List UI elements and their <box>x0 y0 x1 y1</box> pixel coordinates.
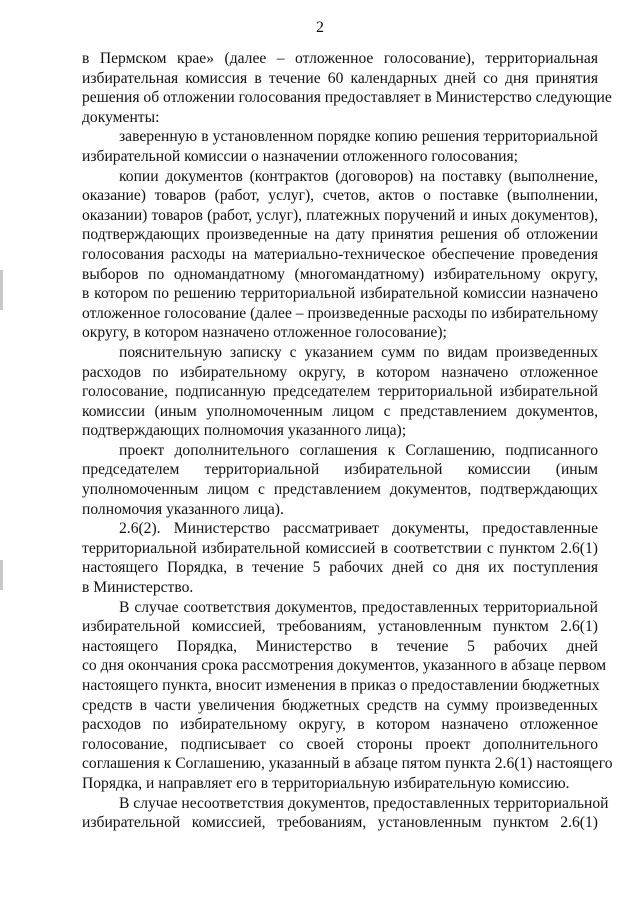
text-line: территориальной избирательной комиссией в соответствии с пунктом 2.6(1) <box>82 539 598 557</box>
text-line: Порядка, и направляет его в территориальную избирательную комиссию. <box>82 774 570 792</box>
text-line: оказании) товаров (работ, услуг), платежных поручений и иных документов), <box>82 206 598 224</box>
paragraph <box>82 441 598 519</box>
text-line: избирательной комиссией, требованиям, установленным пунктом 2.6(1) <box>82 618 598 636</box>
scan-edge-mark <box>0 560 3 590</box>
text-line: отложенное голосование (далее – произведенные расходы по избирательному <box>82 304 599 322</box>
text-line: округу, в котором назначено отложенное голосование); <box>82 324 447 342</box>
text-line: проект дополнительного соглашения к Соглашению, подписанного <box>119 441 598 459</box>
text-line: настоящего пункта, вносит изменения в приказ о предоставлении бюджетных <box>82 677 600 694</box>
text-line: 2.6(2). Министерство рассматривает документы, предоставленные <box>119 520 598 538</box>
text-line: В случае соответствия документов, предоставленных территориальной <box>119 598 598 616</box>
text-line: расходов по избирательному округу, в котором назначено отложенное <box>82 363 598 381</box>
paragraph <box>82 794 609 833</box>
text-line: полномочия указанного лица). <box>82 500 284 518</box>
text-line: решения об отложении голосования предоставляет в Министерство следующие <box>82 89 612 107</box>
text-line: в котором по решению территориальной избирательной комиссии назначено <box>82 285 598 303</box>
text-line: уполномоченным лицом с представлением документов, подтверждающих <box>82 481 598 499</box>
text-line: в Министерство. <box>82 579 194 597</box>
text-line: копии документов (контрактов (договоров) на поставку (выполнение, <box>119 167 598 185</box>
text-line: в Пермском крае» (далее – отложенное голосование), территориальная <box>82 50 598 67</box>
paragraph <box>82 343 598 441</box>
text-line: соглашения к Соглашению, указанный в абзаце пятом пункта 2.6(1) настоящего <box>82 755 613 773</box>
text-line: пояснительную записку с указанием сумм по видам произведенных <box>119 343 598 361</box>
text-line: расходов по избирательному округу, в котором назначено отложенное <box>82 716 598 734</box>
text-line: документы: <box>82 108 160 126</box>
text-line: избирательной комиссией, требованиям, установленным пунктом 2.6(1) <box>82 814 598 832</box>
text-line: избирательная комиссия в течение 60 календарных дней со дня принятия <box>82 69 598 87</box>
text-line: заверенную в установленном порядке копию решения территориальной <box>119 128 598 146</box>
text-line: со дня окончания срока рассмотрения документов, указанного в абзаце первом <box>82 657 607 675</box>
document-body <box>82 49 613 833</box>
text-line: настоящего Порядка, Министерство в течение 5 рабочих дней <box>82 637 598 655</box>
text-line: подтверждающих полномочия указанного лица); <box>82 422 407 440</box>
text-line: голосования расходы на материально-техническое обеспечение проведения <box>82 245 598 263</box>
text-line: председателем территориальной избирательной комиссии (иным <box>82 461 598 479</box>
text-line: подтверждающих произведенные на дату принятия решения об отложении <box>82 226 598 244</box>
paragraph <box>82 49 612 127</box>
text-line: В случае несоответствия документов, предоставленных территориальной <box>119 794 609 812</box>
paragraph <box>82 167 598 343</box>
text-line: голосование, подписанную председателем территориальной избирательной <box>82 383 598 401</box>
paragraph <box>82 598 613 794</box>
paragraph <box>82 127 598 166</box>
text-line: избирательной комиссии о назначении отложенного голосования; <box>82 147 518 165</box>
text-line: настоящего Порядка, в течение 5 рабочих дней со дня их поступления <box>82 559 598 577</box>
text-line: комиссии (иным уполномоченным лицом с представлением документов, <box>82 402 598 420</box>
text-line: голосование, подписывает со своей стороны проект дополнительного <box>82 735 598 753</box>
page-number: 2 <box>316 19 324 36</box>
text-line: средств в части увеличения бюджетных средств на сумму произведенных <box>82 696 598 714</box>
paragraph <box>82 519 598 597</box>
text-line: оказание) товаров (работ, услуг), счетов, актов о поставке (выполнении, <box>82 187 598 205</box>
text-line: выборов по одномандатному (многомандатному) избирательному округу, <box>82 265 598 283</box>
scan-edge-mark <box>0 270 3 310</box>
